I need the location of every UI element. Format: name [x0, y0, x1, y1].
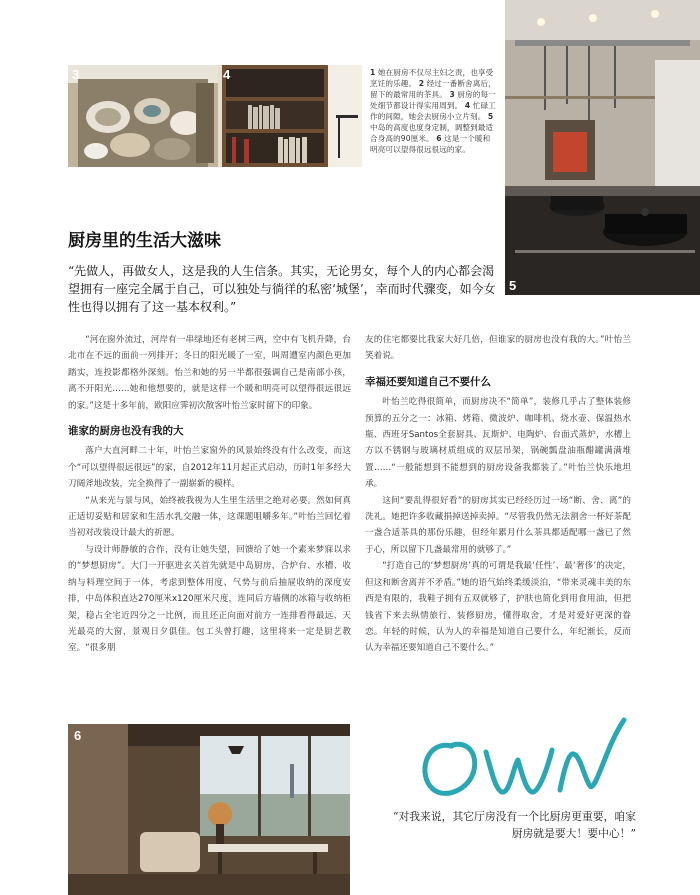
- photo-3-dish-drawer: [68, 65, 218, 167]
- photo-6-dining-room: [68, 724, 350, 895]
- photo-number: 4: [223, 67, 231, 82]
- dish-drawer-illustration: [68, 65, 218, 167]
- own-calligraphy-logo: [400, 712, 640, 812]
- photo-4-bookshelf: [218, 65, 362, 167]
- article-title: 厨房里的生活大滋味: [68, 231, 221, 251]
- paragraph: 与设计师静敏的合作，没有让她失望，回馈给了她一个素来梦寐以求的“梦想厨房”。大门一开驱进玄关首先就是中岛厨房，合炉台、水槽、收纳与料理空间于一体，考虑到整体用度、气势与前后抽屉收纳的深度安排，中岛体积直达270厘米x120厘米尺度，连同后方墙侧的冰箱与收纳柜架，稳占全宅近四分之一比例，而且还正向面对前方一连排看得最远、天光最亮的大窗，景观日夕俱佳。包工头曾打趣，这里将来一定是厨艺教室。“很多朋: [68, 544, 351, 654]
- photo-number: 5: [509, 278, 517, 293]
- caption-1: 1 她在厨房不仅尽主妇之责，也享受烹饪的乐趣。: [370, 68, 494, 88]
- caption-4: 4 忙碌工作的间隙，她会去厨房小立片刻。: [370, 101, 496, 121]
- paragraph: 落户大直河畔二十年，叶怡兰家窗外的风景始终没有什么改变，而这个“可以望得很远很远”的家，自2012年11月起正式启动，历时1年多经大刀阔斧地改装，完全换得了一副崭新的模样。: [68, 446, 351, 490]
- caption-5: 5 中岛的高度也度身定制，调整到最适合身高的90厘米。: [370, 112, 494, 143]
- own-logo: [400, 712, 640, 812]
- bookshelf-illustration: [218, 65, 362, 167]
- paragraph: 友的住宅都要比我家大好几倍，但谁家的厨房也没有我的大。”叶怡兰笑着说。: [365, 335, 631, 362]
- subheading: 幸福还要知道自己不要什么: [365, 375, 491, 388]
- dining-room-illustration: [68, 724, 350, 895]
- caption-2: 2 经过一番断舍离后，留下的最常用的茶具。: [370, 79, 496, 99]
- photo-number: 6: [74, 728, 82, 743]
- paragraph: “从来光与景与风，始终被我视为人生里生活里之绝对必要。然如何真正适切妥贴和居家和生活水乳交融一体，这课题咀嚼多年。”叶怡兰回忆着当初对改装设计最大的祈愿。: [68, 495, 351, 539]
- photo-number: 3: [72, 67, 80, 82]
- paragraph: 叶怡兰吃得很简单，而厨房决不“简单”，装修几乎占了整体装修预算的五分之一：冰箱、烤箱、微波炉、咖啡机、烧水壶、保温热水瓶、西班牙Santos全套厨具、瓦斯炉、电陶炉、台面式蒸炉，水槽上方以不锈钢与玻璃材质组成的双层吊架，锅碗瓢盘油瓶醋罐满满堆置……“一般能想到不能想到的厨房设备我都装了。”叶怡兰快乐地坦承。: [365, 397, 631, 490]
- closing-quote: “对我来说，其它厅房没有一个比厨房更重要，咱家厨房就是要大！要中心！”: [392, 810, 636, 840]
- caption-3: 3 厨房的每一处细节都设计得实用周到。: [370, 90, 496, 110]
- paragraph: “河在窗外流过，河岸有一串绿地还有老树三两，空中有飞机升降，台北市在不远的面前一列排开；冬日的阳光暖了一室，叫周遭室内颜色更加踏实，连投影都格外深刻。怡兰和她的另一半都很强调自己是南部小孩，离不开阳光……她和他想要的，就是这样一个暖和明亮可以望得很远很远的家。”这是十多年前，欧阳应霁初次散客叶怡兰家时留下的印象。: [68, 335, 351, 411]
- paragraph: 这间“要乱得很好看”的厨房其实已经经历过一场“断、舍、离”的洗礼。她把许多收藏捐掉送掉卖掉。“尽管我仍然无法割舍一杯好茶配一盏合适茶具的那份乐趣，但经年累月什么茶具都适配哪一盏已了然于心，所以留下几盏最常用的就够了。”: [365, 495, 631, 555]
- lead-quote: “先做人，再做女人，这是我的人生信条。其实，无论男女，每个人的内心都会渴望拥有一座完全属于自己，可以独处与徜徉的私密‘城堡’，幸而时代骤变，如今女性也得以拥有了这一基本权利。”: [68, 264, 496, 314]
- subheading: 谁家的厨房也没有我的大: [68, 425, 184, 438]
- left-column: [68, 332, 351, 657]
- right-column: [365, 332, 631, 657]
- photo-5-kitchen-island: [505, 0, 700, 295]
- kitchen-illustration: [505, 0, 700, 295]
- caption-6: 6 这是一个暖和明亮可以望得很远很远的家。: [370, 134, 491, 154]
- photo-captions: [370, 67, 496, 155]
- paragraph: “打造自己的‘梦想厨房’真的可谓是我最‘任性’、最‘奢侈’的决定，但这和断舍离并不矛盾。”她的语气始终柔缓淡泊，“带来灵魂丰美的东西是有限的，我鞋子拥有五双就够了，护肤也简化到用食用油，但把钱省下来去纵情旅行、装修厨房，懂得取舍，才是对爱好更深的眷恋。年轻的时候，认为人的幸福是知道自己要什么，年纪渐长，反而认为幸福还要知道自己不要什么。”: [365, 561, 631, 654]
